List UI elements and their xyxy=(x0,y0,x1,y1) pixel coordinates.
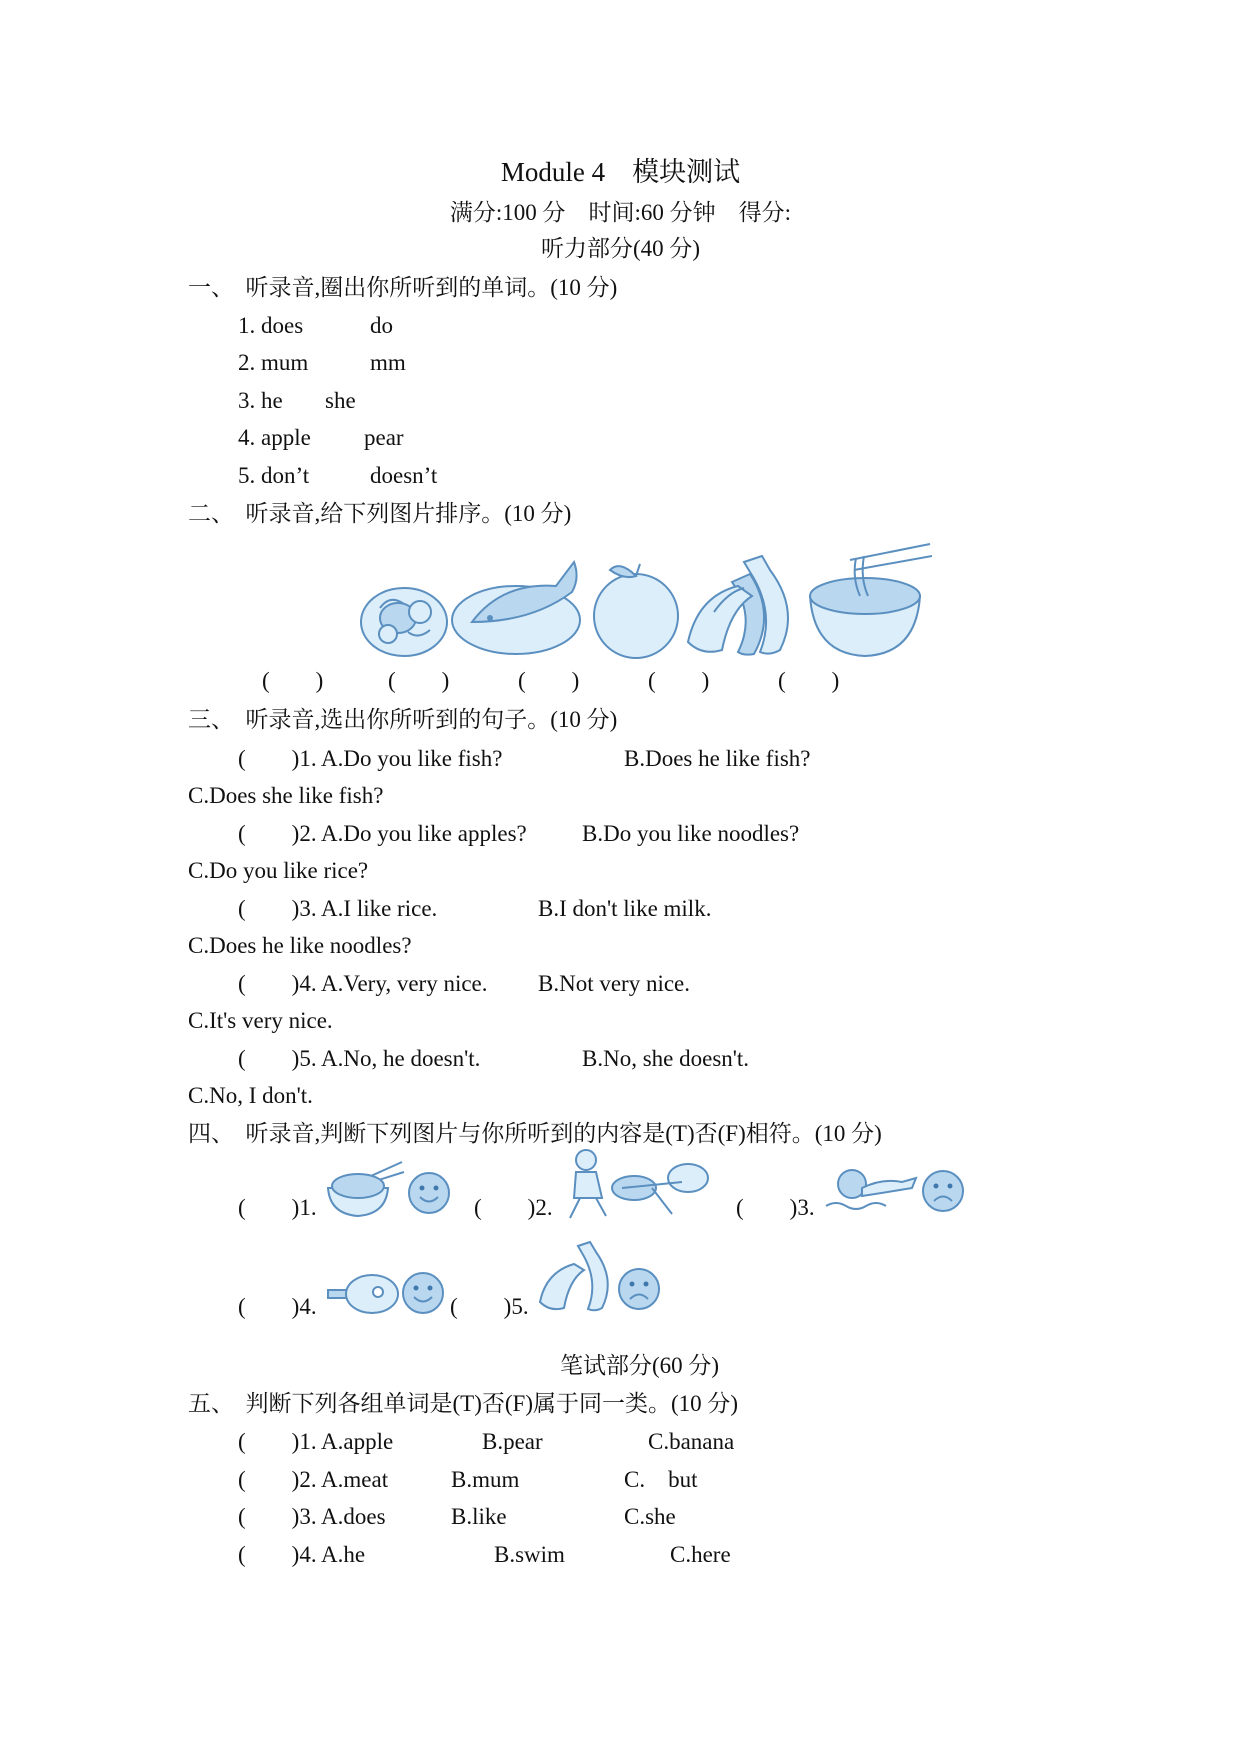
q5-item-2-option-a: ( )2. A.meat xyxy=(238,1467,389,1492)
swimming-boy-icon xyxy=(822,1160,920,1216)
q2-bracket-3[interactable]: ( ) xyxy=(518,668,580,693)
q5-item-2-option-c: C. but xyxy=(624,1467,698,1492)
q3-item-4-option-b: B.Not very nice. xyxy=(538,971,691,996)
q4-item-1-label: ( )1. xyxy=(238,1195,317,1220)
exam-meta: 满分:100 分 时间:60 分钟 得分: xyxy=(449,200,792,225)
section-writing-title: 笔试部分(60 分) xyxy=(560,1353,720,1378)
q5-heading: 五、 判断下列各组单词是(T)否(F)属于同一类。(10 分) xyxy=(188,1391,739,1416)
smiley-face-icon xyxy=(406,1170,452,1216)
q5-item-1-option-b: B.pear xyxy=(482,1429,543,1454)
q1-item-3-word-b: she xyxy=(325,388,356,413)
q2-bracket-4[interactable]: ( ) xyxy=(648,668,710,693)
q5-item-4-option-a: ( )4. A.he xyxy=(238,1542,366,1567)
q3-item-1-prefix: ( )1. A.Do you like fish? xyxy=(238,746,503,771)
q2-bracket-5[interactable]: ( ) xyxy=(778,668,840,693)
q1-item-3-word-a: 3. he xyxy=(238,388,283,413)
q3-item-4-option-c: C.It's very nice. xyxy=(188,1008,333,1033)
q2-bracket-2[interactable]: ( ) xyxy=(388,668,450,693)
q5-item-3-option-c: C.she xyxy=(624,1504,676,1529)
q4-item-4-label: ( )4. xyxy=(238,1294,317,1319)
q5-item-3-option-a: ( )3. A.does xyxy=(238,1504,386,1529)
vegetable-plate-icon xyxy=(358,578,450,660)
smiley-face-icon xyxy=(400,1270,446,1316)
rice-bowl-icon xyxy=(326,1160,406,1218)
q1-item-4-word-a: 4. apple xyxy=(238,425,311,450)
q3-item-3-option-b: B.I don't like milk. xyxy=(538,896,712,921)
bananas-icon xyxy=(684,552,806,660)
q2-heading: 二、 听录音,给下列图片排序。(10 分) xyxy=(188,501,572,526)
q3-item-5-prefix: ( )5. A.No, he doesn't. xyxy=(238,1046,481,1071)
q4-item-3-label: ( )3. xyxy=(736,1195,815,1220)
q1-item-4-word-b: pear xyxy=(364,425,404,450)
sad-face-icon xyxy=(920,1168,966,1214)
q1-item-5-word-b: doesn’t xyxy=(370,463,438,488)
sad-face-icon xyxy=(616,1266,662,1312)
q5-item-1-option-a: ( )1. A.apple xyxy=(238,1429,394,1454)
q3-heading: 三、 听录音,选出你所听到的句子。(10 分) xyxy=(188,707,618,732)
boy-riding-bike-icon xyxy=(562,1148,712,1224)
section-listening-title: 听力部分(40 分) xyxy=(540,236,701,261)
page-title: Module 4 模块测试 xyxy=(500,157,741,187)
q5-item-3-option-b: B.like xyxy=(451,1504,507,1529)
q3-item-2-option-c: C.Do you like rice? xyxy=(188,858,369,883)
q5-item-4-option-c: C.here xyxy=(670,1542,731,1567)
fish-plate-icon xyxy=(450,548,590,660)
q3-item-1-option-b: B.Does he like fish? xyxy=(624,746,811,771)
q3-item-3-option-c: C.Does he like noodles? xyxy=(188,933,412,958)
q3-item-2-option-b: B.Do you like noodles? xyxy=(582,821,800,846)
q1-item-2-word-a: 2. mum xyxy=(238,350,309,375)
q5-item-4-option-b: B.swim xyxy=(494,1542,565,1567)
q3-item-5-option-c: C.No, I don't. xyxy=(188,1083,313,1108)
q1-item-1-word-b: do xyxy=(370,313,393,338)
q1-item-2-word-b: mm xyxy=(370,350,406,375)
q4-item-5-label: ( )5. xyxy=(450,1294,529,1319)
q1-item-1-word-a: 1. does xyxy=(238,313,304,338)
q3-item-4-prefix: ( )4. A.Very, very nice. xyxy=(238,971,488,996)
q5-item-1-option-c: C.banana xyxy=(648,1429,735,1454)
q3-item-3-prefix: ( )3. A.I like rice. xyxy=(238,896,438,921)
q1-heading: 一、 听录音,圈出你所听到的单词。(10 分) xyxy=(188,275,618,300)
q5-item-2-option-b: B.mum xyxy=(451,1467,520,1492)
q1-item-5-word-a: 5. don’t xyxy=(238,463,310,488)
q2-bracket-1[interactable]: ( ) xyxy=(262,668,324,693)
q4-item-2-label: ( )2. xyxy=(474,1195,553,1220)
q3-item-5-option-b: B.No, she doesn't. xyxy=(582,1046,750,1071)
q4-heading: 四、 听录音,判断下列图片与你所听到的内容是(T)否(F)相符。(10 分) xyxy=(188,1121,882,1146)
orange-icon xyxy=(590,560,682,660)
noodles-bowl-icon xyxy=(806,540,932,660)
bananas-icon xyxy=(538,1240,620,1316)
q3-item-1-option-c: C.Does she like fish? xyxy=(188,783,384,808)
ping-pong-paddle-icon xyxy=(326,1272,400,1316)
q3-item-2-prefix: ( )2. A.Do you like apples? xyxy=(238,821,527,846)
